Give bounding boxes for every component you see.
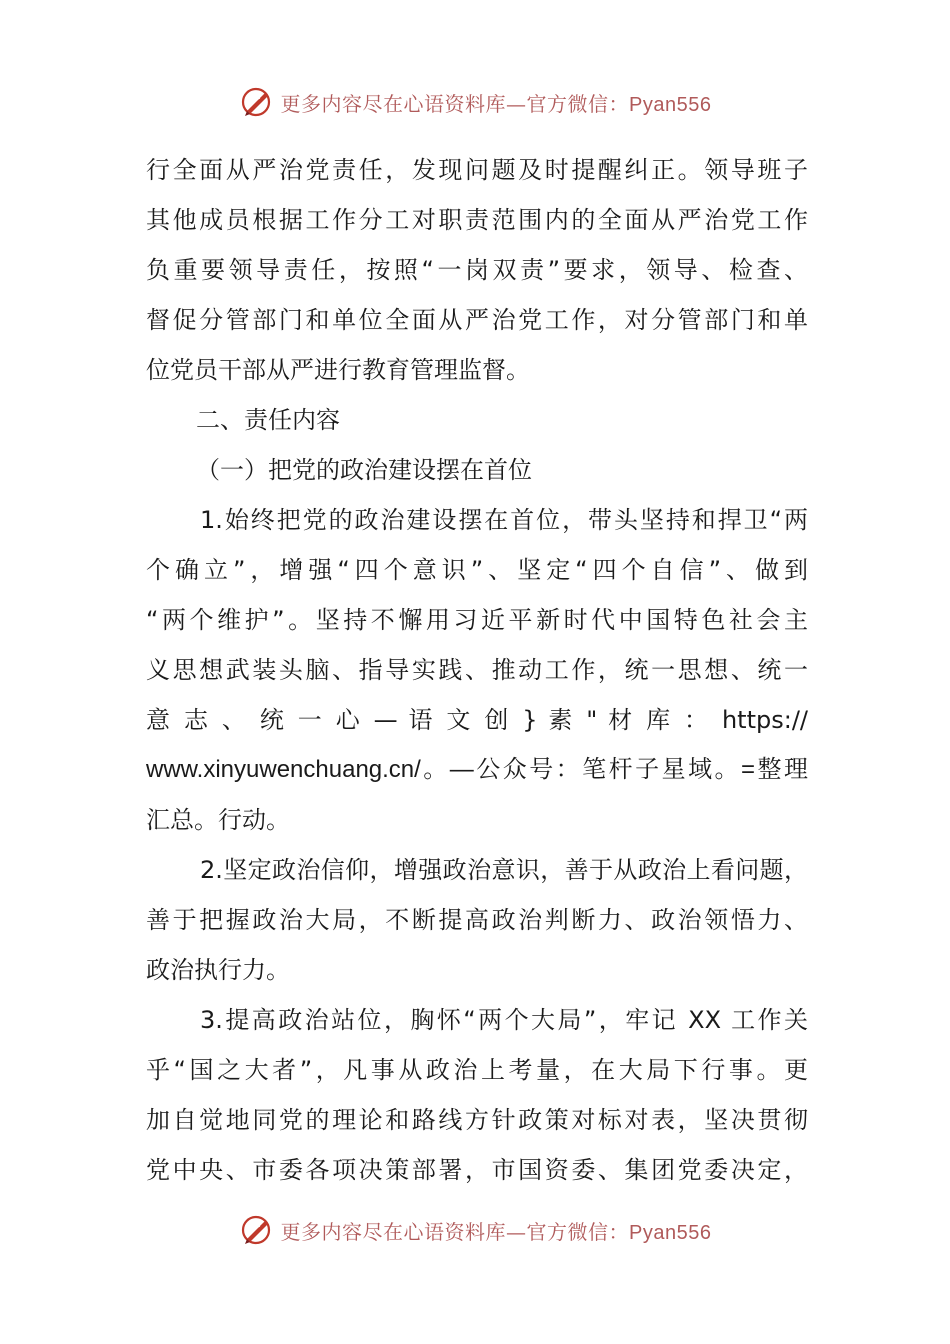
pen-logo-icon (239, 1212, 275, 1248)
text-line: 行全面从严治党责任，发现问题及时提醒纠正。领导班子 (146, 156, 808, 184)
section-heading (146, 395, 808, 445)
text-line: 善于把握政治大局，不断提高政治判断力、政治领悟力、 (146, 906, 808, 934)
text-line: 3.提高政治站位，胸怀“两个大局”，牢记 XX 工作关 (200, 1006, 808, 1034)
text-line: 意 志 、 统 一 心 — 语 文 创 } 素 " 材 库 ： https:// (146, 706, 808, 734)
text-line: 1.始终把党的政治建设摆在首位，带头坚持和捍卫“两 (200, 506, 808, 534)
text-line: 负重要领导责任，按照“一岗双责”要求，领导、检查、 (146, 256, 808, 284)
wechat-id: Pyan556 (629, 93, 712, 116)
wechat-id: Pyan556 (629, 1221, 712, 1244)
heading-text: 二、责任内容 (196, 406, 340, 434)
banner-text: 更多内容尽在心语资料库—官方微信： (280, 91, 630, 116)
paragraph (146, 995, 808, 1195)
paragraph (146, 845, 808, 995)
subsection-heading (146, 445, 808, 495)
text-line: 2.坚定政治信仰，增强政治意识，善于从政治上看问题， (200, 856, 808, 884)
text-line: 义思想武装头脑、指导实践、推动工作，统一思想、统一 (146, 656, 808, 684)
text-line: 加自觉地同党的理论和路线方针政策对标对表，坚决贯彻 (146, 1106, 808, 1134)
text-line: 个确立”，增强“四个意识”、坚定“四个自信”、做到 (146, 556, 808, 584)
text-line: 政治执行力。 (146, 956, 290, 984)
text-line: www.xinyuwenchuang.cn/。—公众号：笔杆子星域。=整理 (146, 756, 808, 783)
text-line: 位党员干部从严进行教育管理监督。 (146, 356, 530, 384)
text-line: 其他成员根据工作分工对职责范围内的全面从严治党工作 (146, 206, 808, 234)
document-body (146, 145, 808, 1195)
paragraph (146, 145, 808, 395)
header-banner (0, 80, 950, 124)
paragraph (146, 495, 808, 845)
text-line: 乎“国之大者”，凡事从政治上考量，在大局下行事。更 (146, 1056, 808, 1084)
text-line: 汇总。行动。 (146, 806, 290, 834)
text-line: 督促分管部门和单位全面从严治党工作，对分管部门和单 (146, 306, 808, 334)
heading-text: （一）把党的政治建设摆在首位 (196, 456, 532, 484)
text-line: 党中央、市委各项决策部署，市国资委、集团党委决定， (146, 1156, 808, 1184)
text-line: “两个维护”。坚持不懈用习近平新时代中国特色社会主 (146, 606, 808, 634)
footer-banner (0, 1208, 950, 1252)
pen-logo-icon (239, 84, 275, 120)
banner-text: 更多内容尽在心语资料库—官方微信： (280, 1219, 630, 1244)
